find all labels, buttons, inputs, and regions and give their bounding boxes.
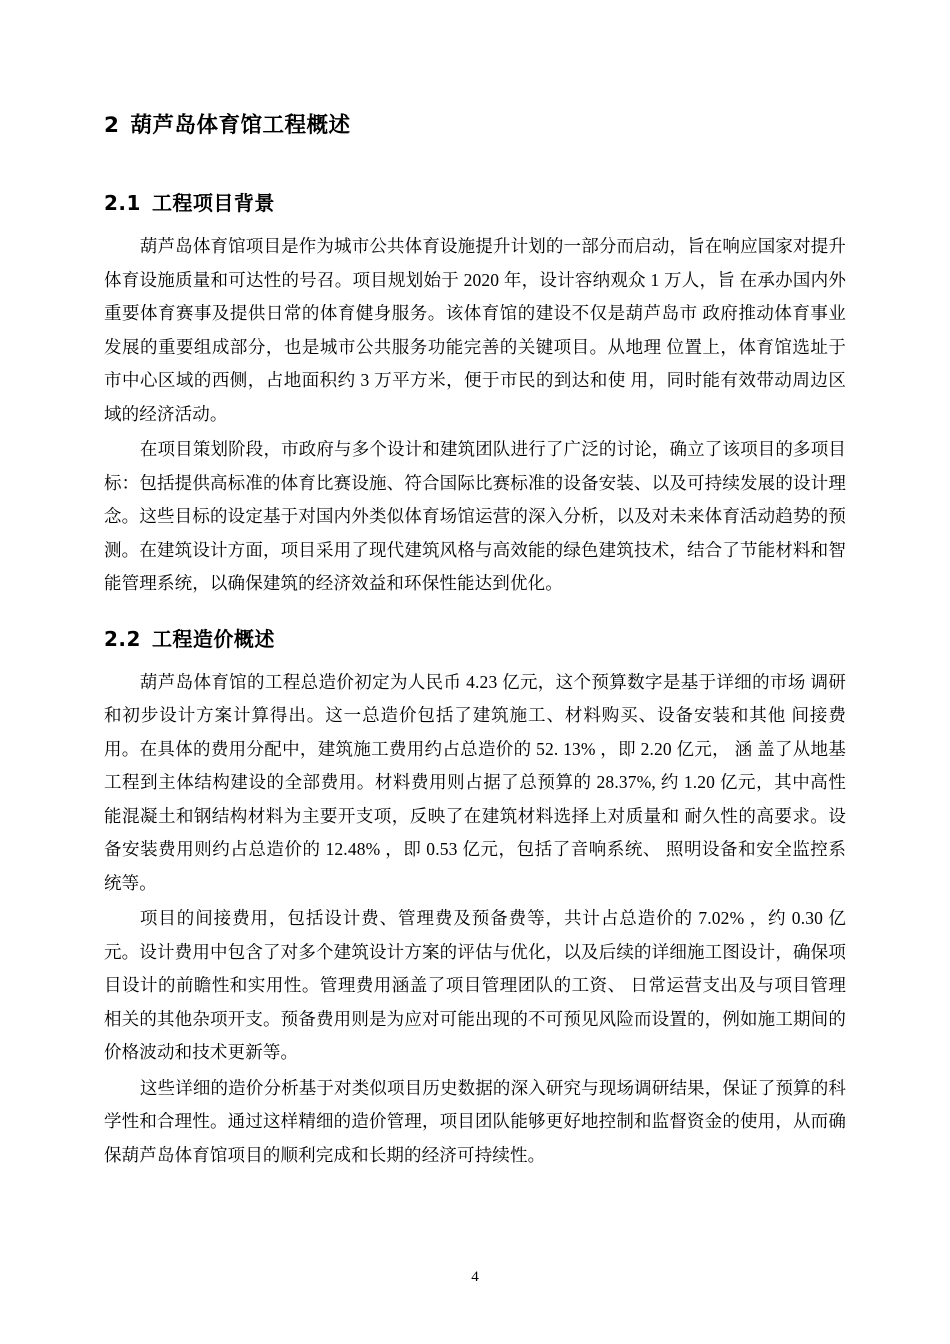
page-number: 4 — [471, 1269, 479, 1285]
section-number-2: 2 — [104, 113, 120, 138]
paragraph: 葫芦岛体育馆项目是作为城市公共体育设施提升计划的一部分而启动，旨在响应国家对提升体育设施质量和可达性的号召。项目规划始于 2020 年，设计容纳观众 1 万人，旨 在承办国内外重要体育赛事及提供日常的体育健身服务。该体育馆的建设不仅是葫芦岛市 政府推动体育事业发展的重要组成部分，也是城市公共服务功能完善的关键项目。从地理 位置上，体育馆选址于市中心区域的西侧，占地面积约 3 万平方米，便于市民的到达和使 用，同时能有效带动周边区域的经济活动。 — [104, 236, 846, 424]
paragraph: 葫芦岛体育馆的工程总造价初定为人民币 4.23 亿元，这个预算数字是基于详细的市场 调研和初步设计方案计算得出。这一总造价包括了建筑施工、材料购买、设备安装和其他 间接费用。在具体的费用分配中，建筑施工费用约占总造价的 52. 13% ，即 2.20 亿元， 涵 盖了从地基工程到主体结构建设的全部费用。材料费用则占据了总预算的 28.37%, 约 1.20 亿元，其中高性能混凝土和钢结构材料为主要开支项，反映了在建筑材料选择上对质量和 耐久性的高要求。设备安装费用则约占总造价的 12.48% ，即 0.53 亿元，包括了音响系统、 照明设备和安全监控系统等。 — [104, 671, 846, 893]
section-number-2-2: 2.2 — [104, 626, 141, 651]
paragraph: 在项目策划阶段，市政府与多个设计和建筑团队进行了广泛的讨论，确立了该项目的多项目标：包括提供高标准的体育比赛设施、符合国际比赛标准的设备安装、以及可持续发展的设计理念。这些目标的设定基于对国内外类似体育场馆运营的深入分析，以及对未来体育活动趋势的预测。在建筑设计方面，项目采用了现代建筑风格与高效能的绿色建筑技术，结合了节能材料和智能管理系统，以确保建筑的经济效益和环保性能达到优化。 — [104, 439, 846, 593]
section-heading-2-1 — [104, 165, 846, 230]
section-title-2-1: 工程项目背景 — [151, 191, 275, 215]
paragraph: 项目的间接费用，包括设计费、管理费及预备费等，共计占总造价的 7.02% ，约 0.30 亿元。设计费用中包含了对多个建筑设计方案的评估与优化，以及后续的详细施工图设计，确保项目设计的前瞻性和实用性。管理费用涵盖了项目管理团队的工资、 日常运营支出及与项目管理相关的其他杂项开支。预备费用则是为应对可能出现的不可预见风险而设置的，例如施工期间的价格波动和技术更新等。 — [104, 908, 846, 1062]
section-heading-2-2 — [104, 603, 846, 666]
paragraph: 这些详细的造价分析基于对类似项目历史数据的深入研究与现场调研结果，保证了预算的科学性和合理性。通过这样精细的造价管理，项目团队能够更好地控制和监督资金的使用，从而确保葫芦岛体育馆项目的顺利完成和长期的经济可持续性。 — [104, 1077, 846, 1165]
section-title-2-2: 工程造价概述 — [151, 626, 275, 651]
page-title: 葫芦岛体育馆工程概述 — [130, 113, 351, 138]
section-number-2-1: 2.1 — [104, 191, 141, 215]
section-heading-2 — [104, 108, 846, 165]
